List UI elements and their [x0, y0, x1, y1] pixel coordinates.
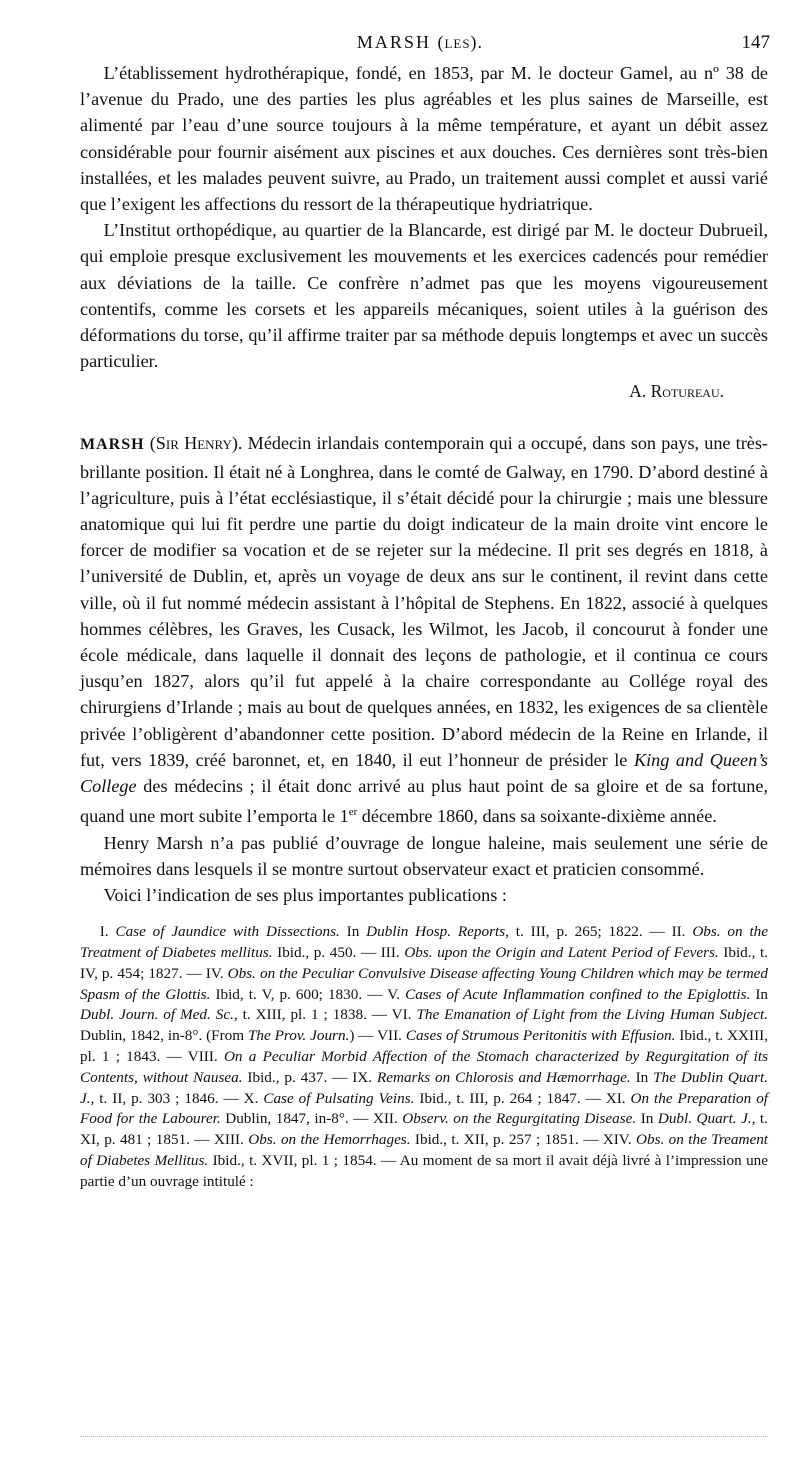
publication-number: VI.	[391, 1006, 417, 1024]
publication-details: Ibid., p. 450. —	[272, 943, 381, 961]
paragraph-publications-intro: Voici l’indication de ses plus importantes publications :	[103, 884, 507, 905]
author-signature	[80, 378, 724, 404]
running-title-main: MARSH	[356, 32, 431, 52]
publication-number: VII.	[377, 1027, 406, 1045]
publication-details: In	[750, 985, 768, 1003]
publication-title: Case of Pulsating Veins.	[263, 1089, 415, 1107]
publication-details-end: t. II, p. 303 ; 1846. —	[94, 1089, 244, 1107]
publication-number: XII.	[372, 1110, 403, 1128]
paragraph-orthopedic-institute: L’Institut orthopédique, au quartier de la Blancarde, est dirigé par M. le docteur Dubrueil, qui emploie presque exclusivement les mouvements et les exercices cadencés pour remédier aux déviations de la taille. Ce confrère n’admet pas que les moyens vigoureusement contentifs, comme les corsets et les appareils mécaniques, soient utiles à la guérison des déformations du torse, qu’il affirme traiter par sa méthode depuis longtemps et avec un succès particulier.	[80, 220, 768, 372]
publication-item	[100, 923, 672, 940]
publication-details: Ibid., t. IV, p. 454; 1827. —	[80, 943, 768, 982]
publication-number: X.	[243, 1089, 264, 1107]
page-number: 147	[741, 32, 770, 53]
publication-number: V.	[387, 985, 406, 1003]
entry-headword: MARSH	[80, 436, 145, 454]
publication-details: In	[630, 1068, 654, 1086]
running-title-sub: (les).	[437, 32, 484, 52]
publication-number: VIII.	[187, 1047, 224, 1065]
publication-details-end: t. XIII, pl. 1 ; 1838. —	[237, 1006, 392, 1024]
publication-details: In	[339, 923, 367, 941]
paragraph-marsh-biography	[80, 430, 768, 829]
publication-item	[214, 1131, 603, 1148]
publication-title: Obs. on the Hemorrhages.	[248, 1131, 411, 1149]
publication-details-end: ) —	[349, 1027, 378, 1045]
publication-title: The Emanation of Light from the Living Human Subject.	[416, 1006, 768, 1024]
publication-title: Obs. on the Peculiar Convulsive Disease affecting Young Children which may be termed Spasm of the Glottis.	[80, 964, 768, 1003]
publication-source: The Dublin Quart. J.,	[80, 1068, 769, 1107]
publication-details: Dublin, 1847, in-8°. —	[220, 1110, 373, 1128]
publication-source: The Prov. Journ.	[247, 1027, 350, 1045]
publication-number: IV.	[205, 964, 228, 982]
publication-details: In	[636, 1110, 658, 1128]
publication-title: Obs. on the Treament of Diabetes Mellitus.	[80, 1131, 769, 1169]
publication-number: IX.	[352, 1068, 377, 1086]
section-gap	[80, 404, 768, 430]
publication-details: Ibid., t. XVII, pl. 1 ; 1854. —	[208, 1151, 400, 1169]
publication-title: Remarks on Chlorosis and Hæmorrhage.	[376, 1068, 631, 1086]
publication-title: On a Peculiar Morbid Affection of the Stomach characterized by Regurgitation of its Contents, without Nausea.	[80, 1047, 768, 1086]
publication-number: XIII.	[213, 1131, 249, 1149]
publication-title: Observ. on the Regurgitating Disease.	[402, 1110, 637, 1128]
publication-source: Dublin Hosp. Reports,	[366, 923, 509, 941]
publication-number: I.	[99, 923, 116, 941]
signature-name: Rotureau.	[650, 381, 724, 402]
footer-rule	[80, 1436, 768, 1437]
publication-details: Ibid., t. XXIII, pl. 1 ; 1843. —	[80, 1027, 768, 1065]
publication-title: Cases of Strumous Peritonitis with Effusion.	[405, 1027, 676, 1045]
running-header	[70, 30, 770, 60]
publication-title: Case of Jaundice with Dissections.	[115, 923, 340, 941]
publication-title: Cases of Acute Inflammation confined to the Epiglottis.	[405, 985, 751, 1003]
publication-details: Ibid., t. XII, p. 257 ; 1851. —	[410, 1131, 603, 1149]
running-title	[70, 32, 770, 53]
publication-details: Ibid, t. V, p. 600; 1830. —	[210, 985, 388, 1003]
publication-source: Dubl. Quart. J.,	[657, 1110, 756, 1128]
publication-details: Ibid., t. III, p. 264 ; 1847. —	[414, 1089, 606, 1107]
college-name: King and Queen’s College	[80, 749, 768, 797]
publications-list	[80, 922, 768, 1192]
publication-details: Ibid., p. 437. —	[242, 1068, 353, 1086]
publication-number: XI.	[605, 1089, 631, 1107]
publication-source: Dubl. Journ. of Med. Sc.,	[80, 1006, 238, 1024]
entry-headword-name: (Sir Henry).	[149, 433, 243, 454]
biography-text-3: décembre 1860, dans sa soixante-dixième année.	[357, 806, 717, 827]
text-body	[80, 60, 768, 1208]
paragraph-marsh-works: Henry Marsh n’a pas publié d’ouvrage de longue haleine, mais seulement une série de mémoires dans lesquels il se montre surtout observateur exact et praticien consommé.	[80, 832, 768, 879]
publication-details: Dublin, 1842, in-8°. (From	[80, 1027, 248, 1045]
biography-text-1: Médecin irlandais contemporain qui a occupé, dans son pays, une très-brillante position. Il était né à Longhrea, dans le comté de Galway, en 1790. D’abord destiné à l’agriculture, puis à l’état ecclésiastique, il s’était décidé pour la chirurgie ; mais une blessure anatomique qui lui fit perdre une partie du doigt indicateur de la main droite vint encore le forcer de modifier sa vocation et de se rejeter sur la médecine. Il prit ses degrés en 1818, à l’université de Dublin, et, après un voyage de deux ans sur le continent, il revint dans cette ville, où il fut nommé médecin assistant à l’hôpital de Stephens. En 1822, associé à quelques hommes célèbres, les Graves, les Cusack, les Wilmot, les Jacob, il concourut à fonder une école médicale, dans laquelle il donnait des leçons de pathologie, et il continua ce cours jusqu’en 1827, alors qu’il fut appelé à la chaire correspondante au Collége royal des chirurgiens d’Irlande ; mais au bout de quelques années, en 1832, les exigences de sa clientèle privée l’obligèrent d’abandonner cette position. D’abord médecin de la Reine en Irlande, il fut, vers 1839, créé baronnet, et, en 1840, il eut l’honneur de présider le	[80, 433, 768, 770]
publications-tail: Au moment de sa mort il avait déjà livré à l’impression une partie d’un ouvrage intitulé :	[80, 1151, 768, 1190]
superscript-er: er	[348, 806, 358, 819]
publication-number: III.	[380, 943, 405, 961]
signature-initial: A.	[629, 381, 647, 402]
publication-number: XIV.	[602, 1131, 637, 1149]
paragraph-hydrotherapy: L’établissement hydrothérapique, fondé, en 1853, par M. le docteur Gamel, au nº 38 de l’avenue du Prado, une des parties les plus agréables et les plus saines de Marseille, est alimenté par l’eau d’une source toujours à la même température, et ayant un débit assez considérable pour fournir aisément aux piscines et aux douches. Ces dernières sont très-bien installées, et les malades peuvent suivre, au Prado, un traitement aussi complet et aussi varié que l’exigent les affections du ressort de la thérapeutique hydriatrique.	[80, 63, 768, 215]
publication-title: On the Preparation of Food for the Labourer.	[80, 1089, 769, 1128]
publication-title: Obs. upon the Origin and Latent Period of Fevers.	[404, 943, 719, 961]
publication-item	[244, 1090, 606, 1107]
biography-text-2: des médecins ; il était donc arrivé au plus haut point de sa gloire et de sa fortune, quand une mort subite l’emporta le 1	[80, 776, 768, 827]
publication-number: II.	[671, 923, 693, 941]
publication-title: Obs. on the Treatment of Diabetes mellitus.	[80, 923, 769, 961]
publication-details-end: t. XI, p. 481 ; 1851. —	[80, 1110, 768, 1149]
publication-details-end: t. III, p. 265; 1822. —	[508, 923, 672, 941]
